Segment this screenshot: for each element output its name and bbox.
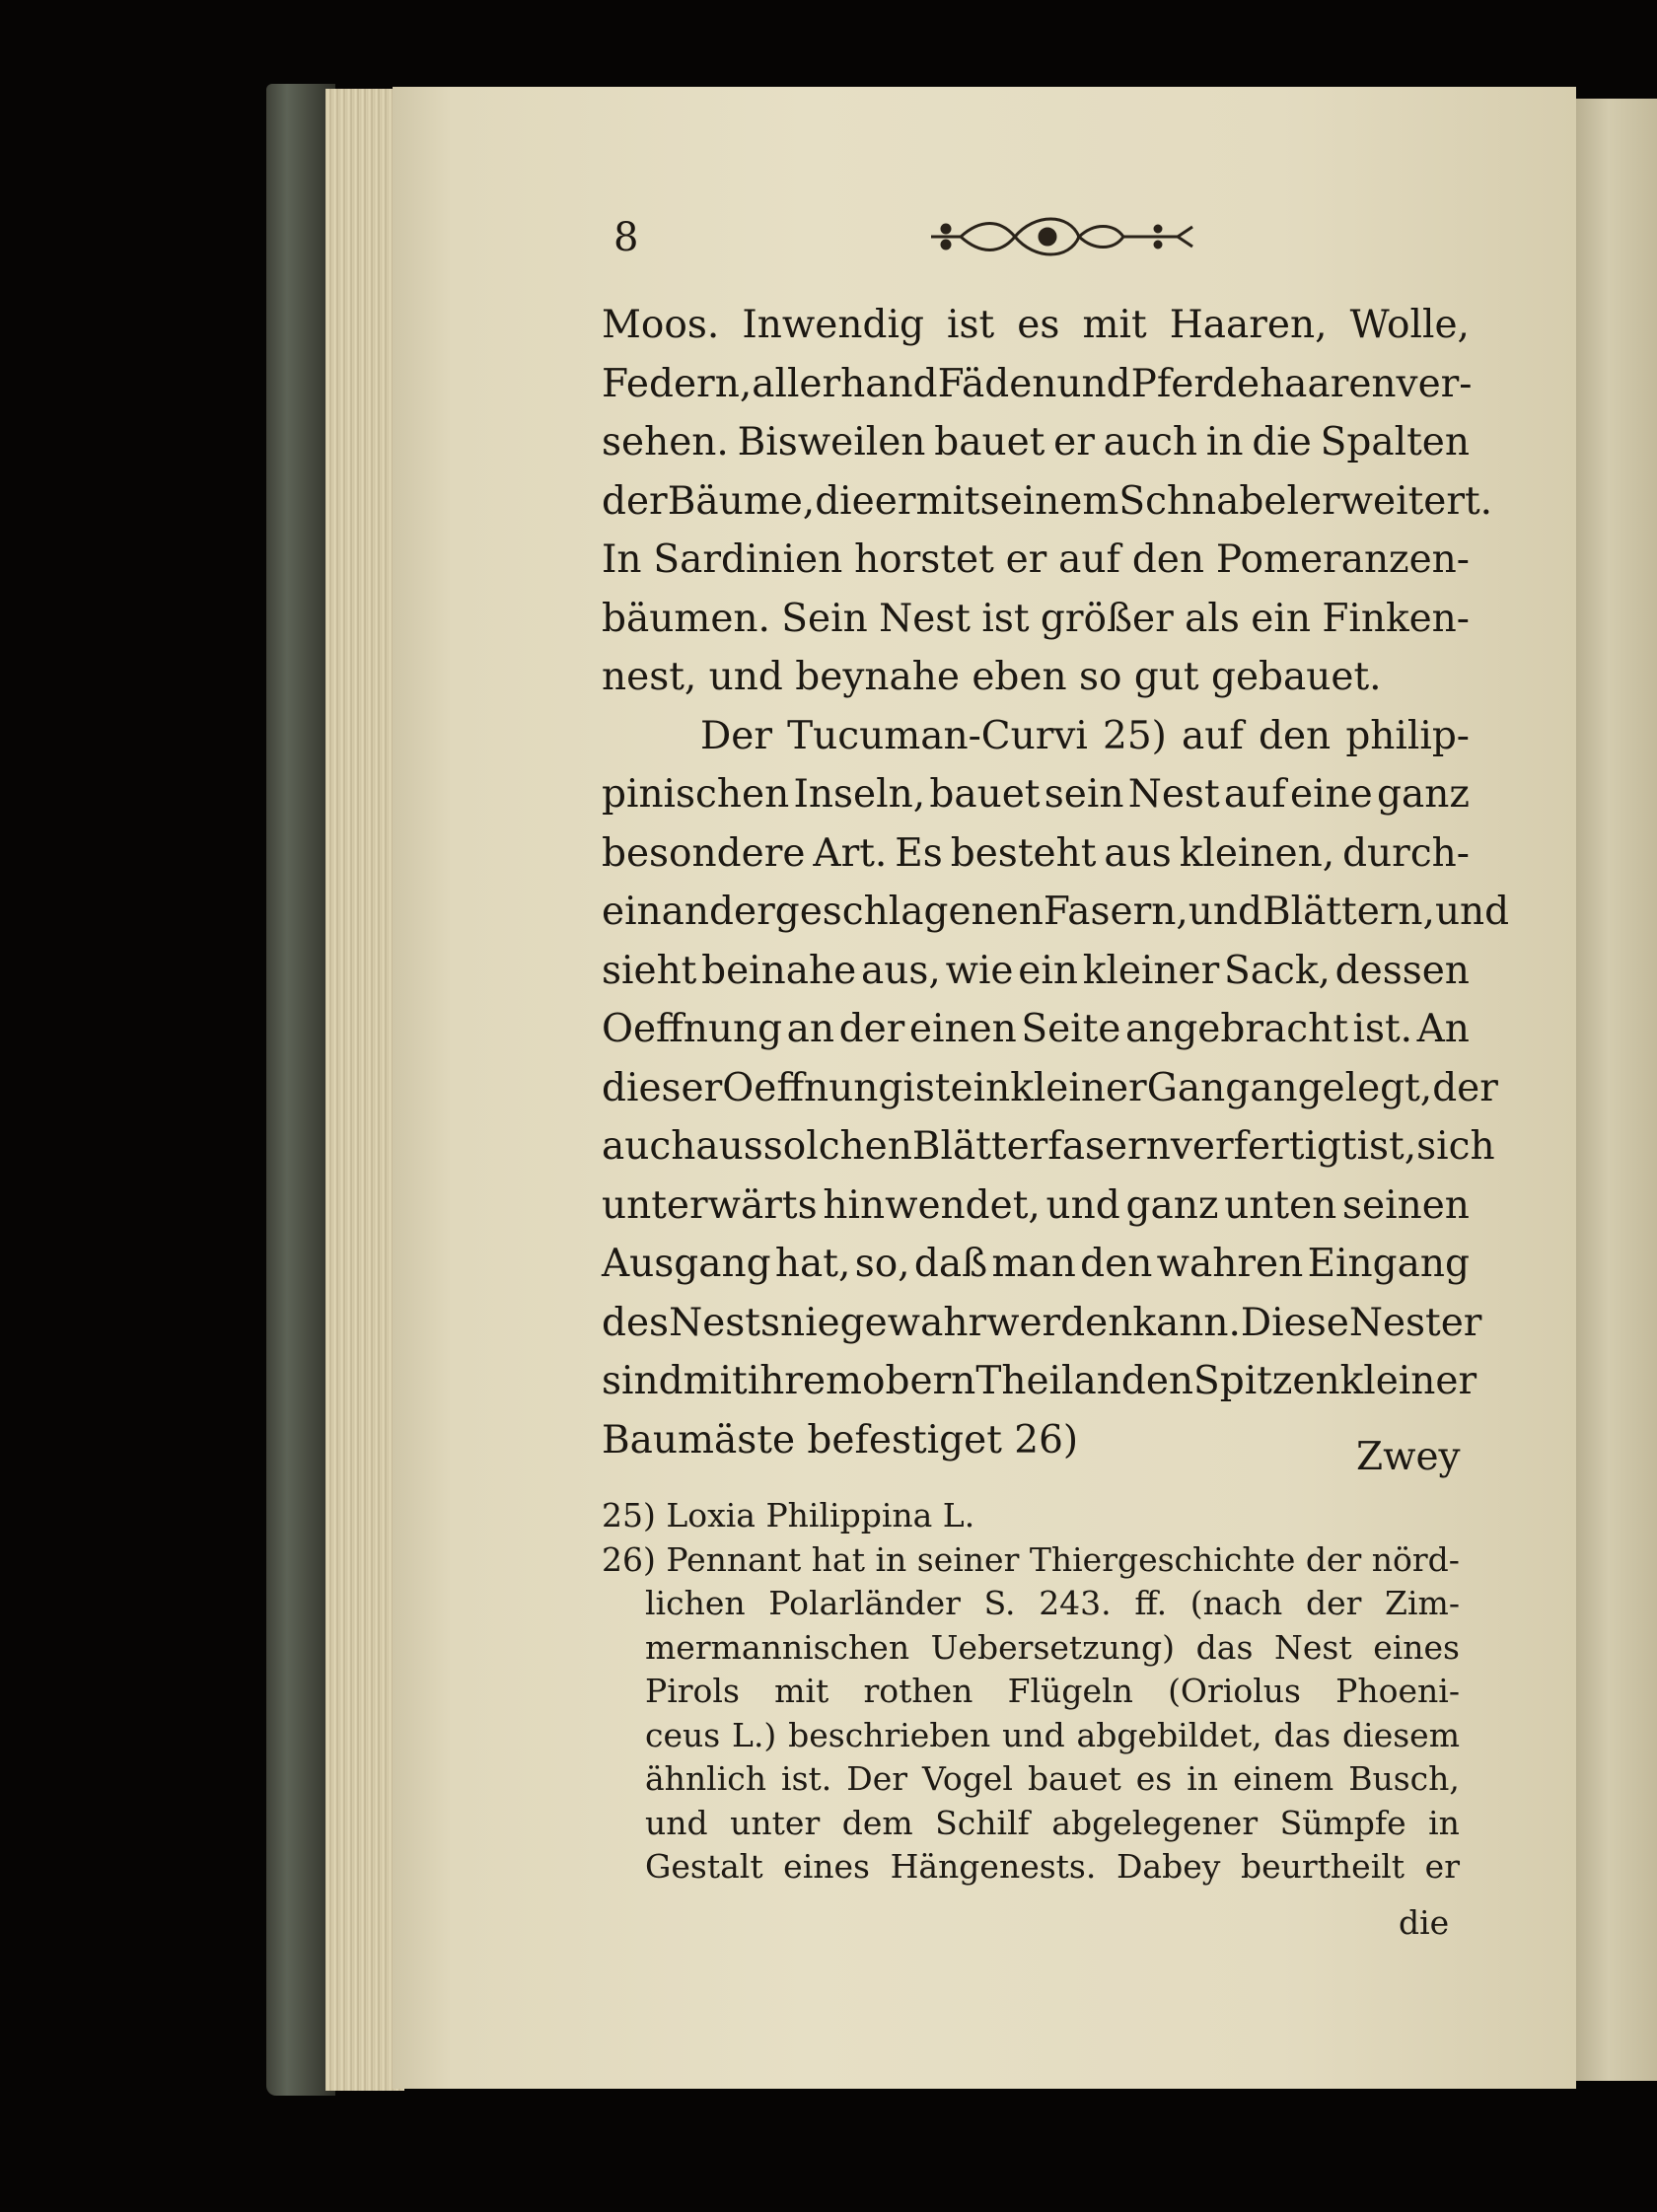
footnote-line: und unter dem Schilf abgelegener Sümpfe in (645, 1803, 1460, 1842)
text-line: bäumen. Sein Nest ist größer als ein Finken- (602, 596, 1470, 641)
footnote-line: Gestalt eines Hängenests. Dabey beurtheilt er (645, 1847, 1460, 1886)
footnote-catchword: die (1399, 1903, 1450, 1942)
main-text (602, 296, 1510, 1469)
text-line: Ausgang hat, so, daß man den wahren Eingang (602, 1242, 1470, 1286)
text-line: sehen. Bisweilen bauet er auch in die Spalten (602, 420, 1470, 464)
footnote-line: 26) Pennant hat in seiner Thiergeschichte der nörd- (602, 1539, 1460, 1579)
text-line: unterwärts hinwendet, und ganz unten seinen (602, 1182, 1470, 1228)
catchword: Zwey (1356, 1435, 1461, 1479)
page-header (613, 209, 1462, 264)
footnote-line: lichen Polarländer S. 243. ff. (nach der Zim- (645, 1584, 1460, 1622)
footnote-line: ähnlich ist. Der Vogel bauet es in einem Busch, (645, 1759, 1460, 1798)
text-line: Der Tucuman-Curvi 25) auf den philip- (700, 713, 1470, 758)
text-line: pinischen Inseln, bauet sein Nest auf eine ganz (602, 772, 1470, 817)
footnote-line: mermannischen Uebersetzung) das Nest eines (645, 1627, 1460, 1667)
footnotes (602, 1494, 1460, 1890)
footnote-line: ceus L.) beschrieben und abgebildet, das diesem (645, 1715, 1460, 1754)
footnote-line: Pirols mit rothen Flügeln (Oriolus Phoeni- (645, 1672, 1460, 1710)
header-ornament-icon (921, 209, 1217, 264)
text-line: sieht beinahe aus, wie ein kleiner Sack, dessen (602, 948, 1470, 993)
text-line: nest, und beynahe eben so gut gebauet. (602, 655, 1382, 699)
text-line: Federn, allerhand Fäden und Pferdehaaren ver- (602, 361, 1473, 406)
text-line: des Nests nie gewahr werden kann. Diese Nester (602, 1300, 1482, 1345)
footnote-line: 25) Loxia Philippina L. (602, 1496, 975, 1534)
text-line: besondere Art. Es besteht aus kleinen, durch- (602, 830, 1470, 876)
text-line: In Sardinien horstet er auf den Pomeranzen- (602, 537, 1470, 582)
text-line: sind mit ihrem obern Theil an den Spitzen kleiner (602, 1359, 1477, 1403)
text-line: einander geschlagenen Fasern, und Blättern, und (602, 890, 1510, 934)
text-line: Oeffnung an der einen Seite angebracht ist. An (602, 1007, 1470, 1051)
text-line: der Bäume, die er mit seinem Schnabel erweitert. (602, 478, 1493, 524)
text-line: Baumäste befestiget 26) (602, 1417, 1079, 1463)
text-line: auch aus solchen Blätterfasern verfertigt ist, sich (602, 1124, 1495, 1169)
text-line: dieser Oeffnung ist ein kleiner Gang angelegt, der (602, 1065, 1498, 1110)
page-number: 8 (613, 215, 639, 260)
facing-page-edge (1576, 99, 1657, 2081)
text-line: Moos. Inwendig ist es mit Haaren, Wolle, (602, 303, 1470, 347)
